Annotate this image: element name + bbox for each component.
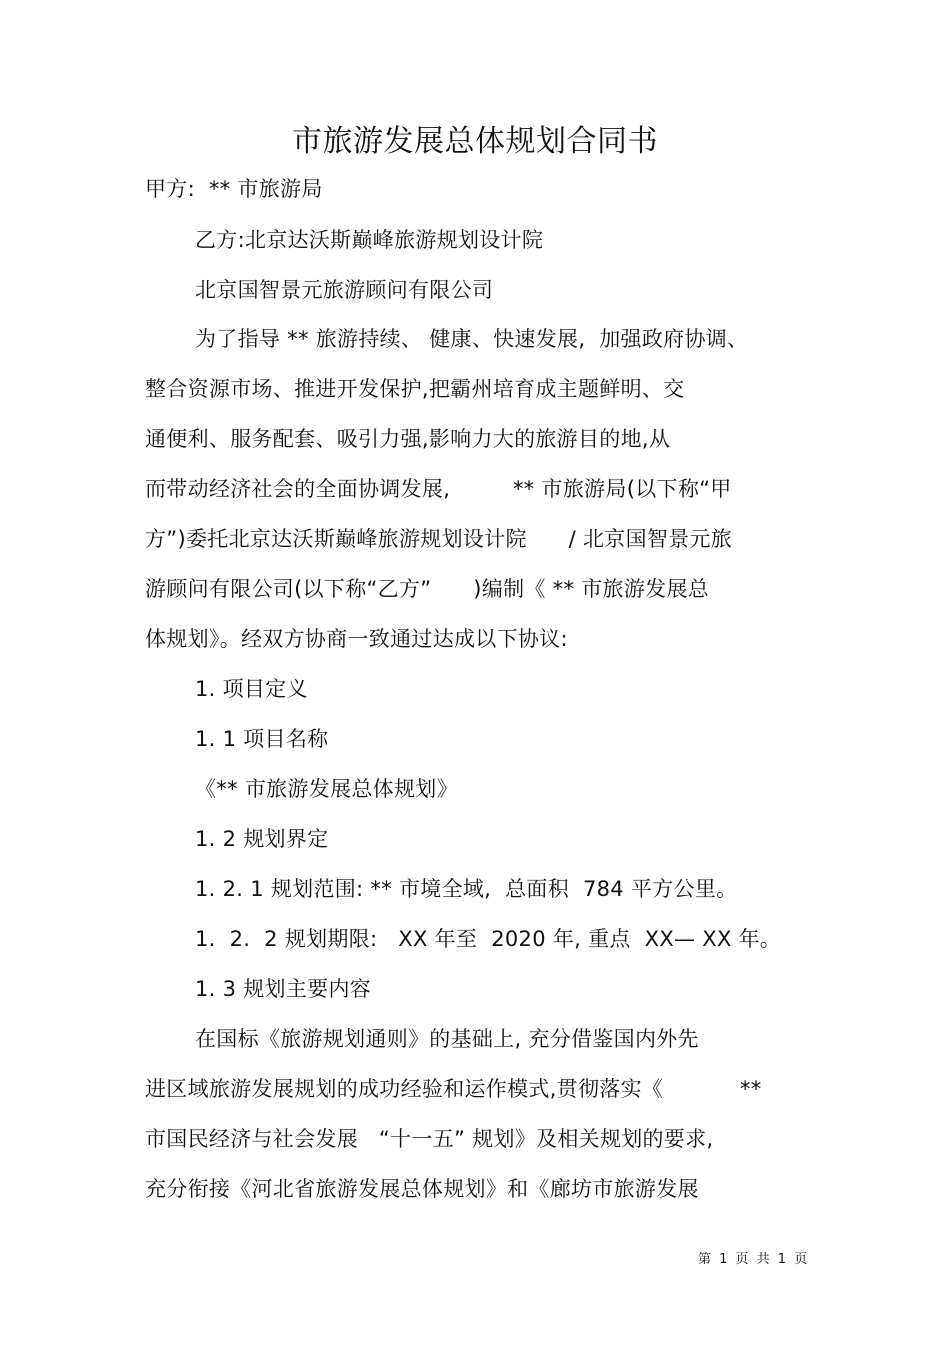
section-heading: 1. 2 规划界定 — [195, 827, 329, 851]
paragraph-line: 市国民经济与社会发展 “十一五” 规划》及相关规划的要求, — [145, 1127, 714, 1151]
paragraph-line: 通便利、服务配套、吸引力强,影响力大的旅游目的地,从 — [145, 427, 671, 451]
paragraph-line: 整合资源市场、推进开发保护,把霸州培育成主题鲜明、交 — [145, 377, 685, 401]
project-name-line: 《** 市旅游发展总体规划》 — [195, 777, 458, 801]
scope-line: 1. 2. 1 规划范围: ** 市境全域, 总面积 784 平方公里。 — [195, 877, 738, 901]
period-line: 1. 2. 2 规划期限: XX 年至 2020 年, 重点 XX— XX 年。 — [195, 927, 782, 951]
paragraph-line: 而带动经济社会的全面协调发展, ** 市旅游局(以下称“甲 — [145, 477, 732, 501]
section-heading: 1. 1 项目名称 — [195, 727, 329, 751]
page-footer: 第 1 页 共 1 页 — [698, 1252, 810, 1267]
paragraph-line: 方”)委托北京达沃斯巅峰旅游规划设计院 / 北京国智景元旅 — [145, 527, 733, 551]
document-title: 市旅游发展总体规划合同书 — [292, 124, 658, 159]
paragraph-line: 游顾问有限公司(以下称“乙方” )编制《 ** 市旅游发展总 — [145, 577, 710, 601]
section-heading: 1. 项目定义 — [195, 677, 308, 701]
paragraph-line: 体规划》。经双方协商一致通过达成以下协议: — [145, 627, 568, 651]
paragraph-line: 在国标《旅游规划通则》的基础上, 充分借鉴国内外先 — [195, 1027, 699, 1051]
paragraph-line: 充分衔接《河北省旅游发展总体规划》和《廊坊市旅游发展 — [145, 1177, 699, 1201]
party-b-line: 乙方:北京达沃斯巅峰旅游规划设计院 — [195, 228, 544, 252]
party-b-company-line: 北京国智景元旅游顾问有限公司 — [195, 278, 494, 302]
section-heading: 1. 3 规划主要内容 — [195, 977, 372, 1001]
paragraph-line: 为了指导 ** 旅游持续、 健康、快速发展, 加强政府协调、 — [195, 327, 749, 351]
party-a-line: 甲方: ** 市旅游局 — [145, 177, 323, 201]
paragraph-line: 进区域旅游发展规划的成功经验和运作模式,贯彻落实《 ** — [145, 1077, 762, 1101]
